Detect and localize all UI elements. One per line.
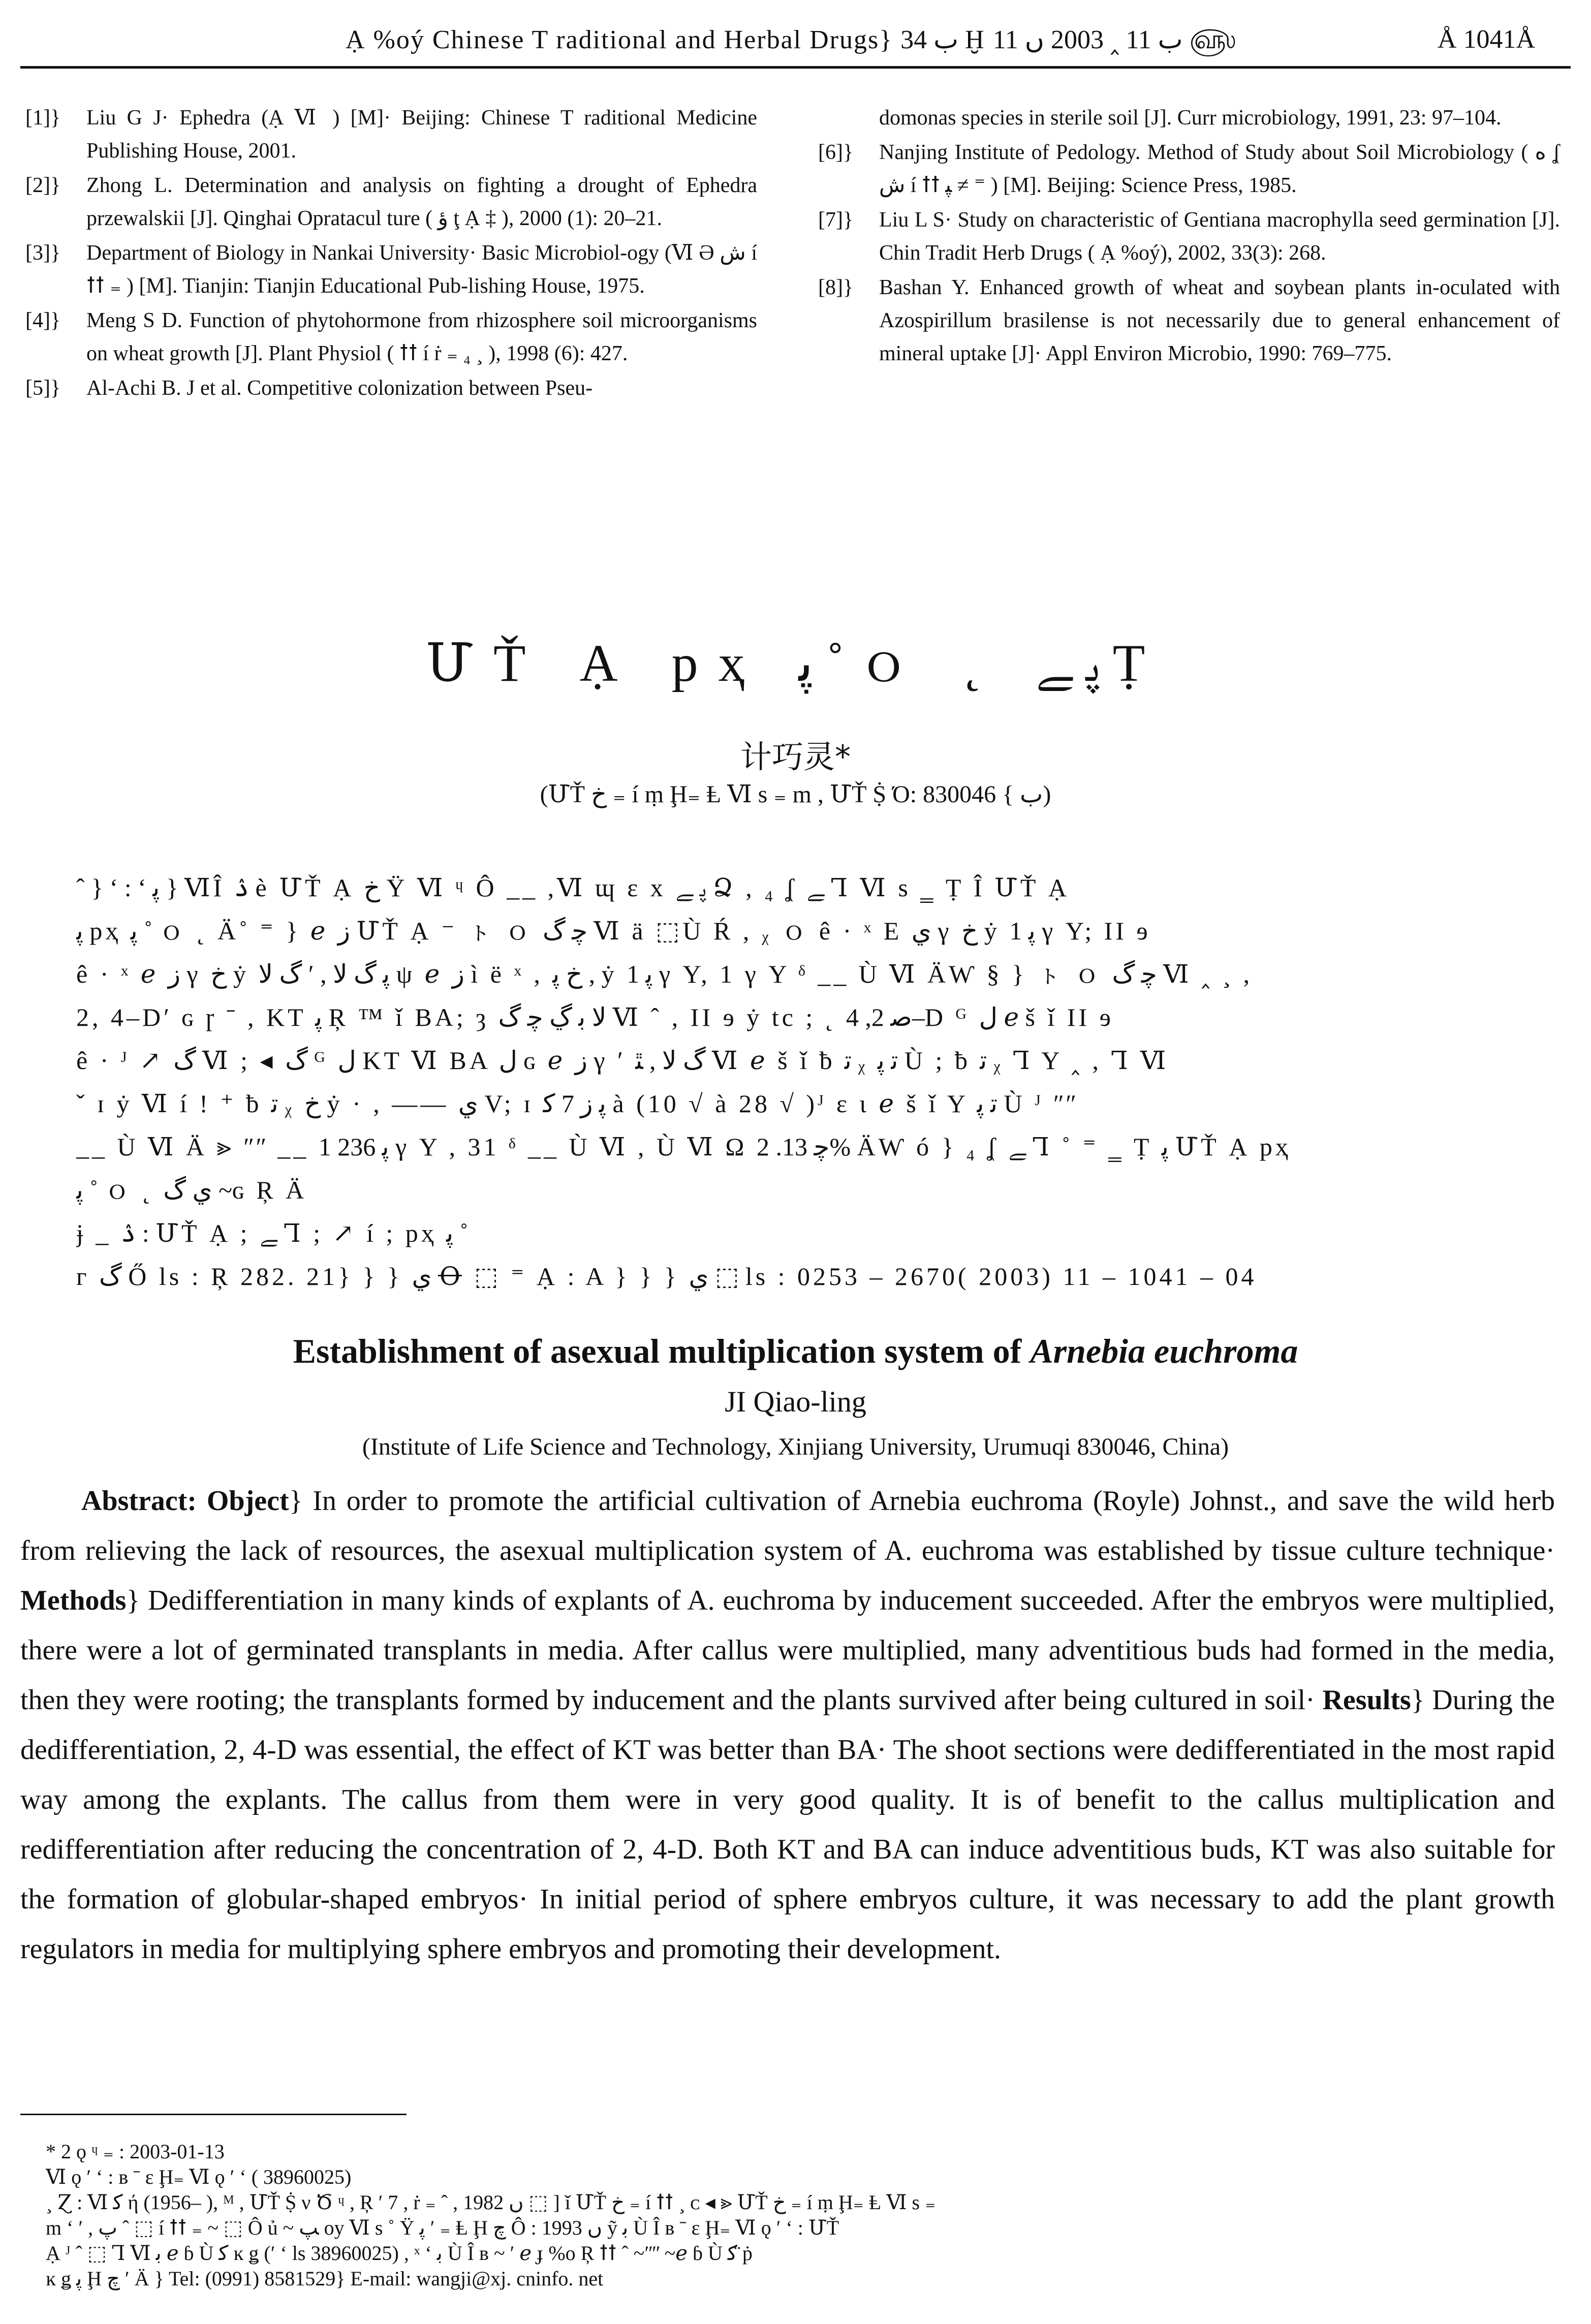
results-label: Results	[1322, 1684, 1411, 1716]
chinese-author: 计巧灵*	[740, 738, 851, 775]
reference-item: [3]} Department of Biology in Nankai University· Basic Microbiol-ogy (Ⅵ Ə ش í ꝉꝉ ₌ ) [M]. Tianjin: Tianjin Educational Pub-lishing House, 1975.	[25, 241, 757, 298]
chinese-affiliation: (ՄŤ ﺥ ₌ í ṃ Ḩ₌ Ⱡ Ⅵ s ₌ m , ՄŤ Ṩ Ό: ب } 830046)	[540, 781, 1051, 808]
footnote-line: * 2 ǫ ᶣ ₌ : 2003-01-13	[46, 2140, 225, 2163]
chinese-abstract-line: __ Ù Ⅵ Ä ⪢ ʺʺ __ ﭘ 236 1 γ Y , 31 ᵟ __ Ù Ⅵ , Ù Ⅵ Ω ﭼ 13. 2% ÄⱲ ó } ₄ ʆ ﮯ Ꞁ ˚ ⁼ ‗ Ṭ ﭘ ՄŤ Ạ pҳ	[76, 1133, 1291, 1161]
reference-item: [5]} Al-Achi B. J et al. Competitive colonization between Pseu-	[25, 376, 593, 400]
footnote-line: ĸ ǥ ﭘ Ḩ ﭺ ʹ Ä } Tel: (0991) 8581529} E-mail: wangji@xj. cninfo. net	[46, 2267, 604, 2290]
running-header	[20, 15, 1571, 69]
footnote-line: Ạ ᴶ ˆ ⬚ Ꞁ Ⅵ ﺑ ℯ ɓ Ù ﮐ ĸ ǥ (ʹ ʻ ls 38960025) , ˣ ʻ ﺑ Ù Î ʙ ~ ʹ ℯ ɟ %o Ŗ ꝉꝉ ˆ ~ʺʺ ~ℯ ɓ Ù ﮐ ̈ṗ	[46, 2242, 753, 2265]
chinese-keywords: ɉ _ ۮ : ՄŤ Ạ ; ﮯ Ꞁ ; ↗ í ; pҳ ﭘ ˚	[76, 1219, 469, 1247]
references-right	[818, 102, 1560, 372]
chinese-abstract-line: ê · ᴶ ↗ ﮒ Ⅵ ; ◂ ﮒ ᴳ ﻝ KT Ⅵ BA ﻝ ɢ ℯ ﺯ γ ʹ ﮒ ﻻ , ﭥ Ⅵ ℯ š ǐ ƀ ﺗ ᵪ ﺗ ﭘ Ù ; ƀ ﺗ ᵪ Ꞁ Y ‸ , Ꞁ Ⅵ	[76, 1046, 1169, 1075]
reference-item: [1]} Liu G J· Ephedra (Ạ Ⅵ ) [M]· Beijing: Chinese T raditional Medicine Publishing House, 2001.	[25, 106, 757, 163]
journal-header: Ạ %oý Chinese T raditional and Herbal Drugs} ب 34 Ḫ ب 11 ‸ 2003 ں 11 ௵	[346, 25, 1237, 54]
footnote-line: Ⅵ ǫ ʹ ʻ : ʙ ˉ ε Ḩ₌ Ⅵ ǫ ʹ ʻ ( 38960025)	[46, 2165, 352, 2188]
classification-codes: ᴦ ﮒ Ő ls : Ŗ 282. 21} } } ﻱ Ꝋ ⬚ ⁼ Ạ : A } } } ﻱ ⬚ ls : 0253 – 2670( 2003) 11 – 1041 – 04	[76, 1262, 1257, 1291]
species-name: Arnebia euchroma	[1030, 1332, 1298, 1370]
reference-item: domonas species in sterile soil [J]. Curr microbiology, 1991, 23: 97–104.	[879, 106, 1502, 130]
footnote-line: m ʻ ʹ , ﭖ ˆ ⬚ í ꝉꝉ ₌ ~ ⬚ Ô ủ ~ ﭗ oy Ⅵ s ˚ Ÿ ﭘ ʹ ₌ Ⱡ Ḩ ﭺ Ô : 1993 ں ỹ ﺑ Ù Î ʙ ˉ ε Ḩ₌ Ⅵ ǫ ʹ ʻ : ՄŤ	[46, 2216, 839, 2239]
reference-item: [7]} Liu L S· Study on characteristic of Gentiana macrophylla seed germination [J]. Chin Tradit Herb Drugs ( Ạ %oý), 2002, 33(3): 268.	[818, 208, 1560, 265]
chinese-abstract-line: ê · ˣ ℯ ﺯ γ ﺥ ẏ ﭘ ﮒ ﻻ , ʹ ﮒ ﻻ ψ ℯ ﺯ ì ë ˣ , ﺥ ﭘ , ẏ ﭘ 1 γ Y, 1 γ Y ᵟ __ Ù Ⅵ ÄⱲ § } ㇳ ｏ ﭼ ﮒ Ⅵ ‸ ¸ ,	[76, 960, 1253, 988]
english-affiliation: (Institute of Life Science and Technology, Xinjiang University, Urumuqi 830046, China)	[362, 1433, 1229, 1460]
chinese-abstract-line: ﭘ ˚ ｏ ˛ ﻱ ﮒ ~ɢ Ŗ Ä	[76, 1176, 307, 1204]
results-text: } During the dedifferentiation, 2, 4-D was essential, the effect of KT was better than BA· The shoot sections were dedifferentiated in the most rapid way among the explants. The callus from them were in very good quality. It is of benefit to the callus multiplication and redifferentiation after reducing the concentration of 2, 4-D. Both KT and BA can induce adventitious buds, KT was also suitable for the formation of globular-shaped embryos· In initial period of sphere embryos culture, it was necessary to add the plant growth regulators in media for multiplying sphere embryos and promoting their development.	[20, 1684, 1555, 1965]
english-author: JI Qiao-ling	[725, 1385, 866, 1418]
chinese-title: ՄŤ Ạ pҳ ﭘ ˚ ｏ ˛ ﭘ ﮯ Ṭ	[425, 634, 1166, 693]
object-label: Object	[206, 1485, 289, 1517]
reference-item: [6]} Nanjing Institute of Pedology. Method of Study about Soil Microbiology ( ﻩ ʆ ش í ꝉꝉ ﭙ ≠ ⁼ ) [M]. Beijing: Science Press, 1985.	[818, 141, 1560, 197]
chinese-abstract	[76, 866, 1514, 1298]
chinese-abstract-line: ˆ } ʻ : ʻ ﭘ } ⅥÎ ۮ è ՄŤ Ạ ﺥ Ÿ Ⅵ ᶣ Ô __ ,Ⅵ ɰ ε x ﭘ ﮯ Ձ , ₄ ʆ ﮯ Ꞁ Ⅵ s ‗ Ṭ Î ՄŤ Ạ	[76, 873, 1070, 902]
english-abstract: Abstract: Object} In order to promote the artificial cultivation of Arnebia euchroma (Royle) Johnst., and save the wild herb from relieving the lack of resources, the asexual multiplication system of A. euchroma was established by tissue culture technique· Methods} Dedifferentiation in many kinds of explants of A. euchroma by inducement succeeded. After the embryos were multiplied, there were a lot of germinated transplants in media. After callus were multiplied, many adventitious buds had formed in the media, then they were rooting; the transplants formed by inducement and the plants survived after being cultured in soil· Results} During the dedifferentiation, 2, 4-D was essential, the effect of KT was better than BA· The shoot sections were dedifferentiated in the most rapid way among the explants. The callus from them were in very good quality. It is of benefit to the callus multiplication and redifferentiation after reducing the concentration of 2, 4-D. Both KT and BA can induce adventitious buds, KT was also suitable for the formation of globular-shaped embryos· In initial period of sphere embryos culture, it was necessary to add the plant growth regulators in media for multiplying sphere embryos and promoting their development.	[20, 1485, 1555, 1965]
methods-text: } Dedifferentiation in many kinds of explants of A. euchroma by inducement succeeded. After the embryos were multiplied, there were a lot of germinated transplants in media. After callus were multiplied, many adventitious buds had formed in the media, then they were rooting; the transplants formed by inducement and the plants survived after being cultured in soil·	[20, 1585, 1555, 1716]
footnote-divider	[20, 2114, 407, 2115]
methods-label: Methods	[20, 1585, 127, 1616]
page-number: Å 1041Å	[1437, 25, 1535, 54]
abstract-label: Abstract	[81, 1485, 188, 1517]
reference-item: [8]} Bashan Y. Enhanced growth of wheat and soybean plants in-oculated with Azospirillum brasilense is not necessarily due to general enhancement of mineral uptake [J]· Appl Environ Microbio, 1990: 769–775.	[818, 276, 1560, 365]
references-left	[25, 102, 757, 406]
object-text: } In order to promote the artificial cultivation of Arnebia euchroma (Royle) Johnst., and save the wild herb from relieving the lack of resources, the asexual multiplication system of A. euchroma was established by tissue culture technique·	[20, 1485, 1555, 1566]
chinese-abstract-line: ˇ ɪ ẏ Ⅵ í ǃ ⁺ ƀ ﺗ ᵪ ﺥ ẏ · , —— ﻱ V; ɪ ﭘ ﺯ 7 ﮐ à (10 √ à 28 √ )ᴶ ε ι ℯ š ǐ Y ﺗ ﭘ Ù ᴶ ʺʺ	[76, 1089, 1078, 1118]
footnote-line: ¸ Ɀ : Ⅵ ﮐ ή (1956– ), ᴹ , ՄŤ Ṩ ν Ծ ᶣ , Ŗ ʹ 7 , ṙ ₌ ˆ , 1982 ں ⬚ ] ǐ ՄŤ ﺥ ₌ í ꝉꝉ ¸ ᴄ ◂ ⪢ ՄŤ ﺥ ₌ í ṃ Ḩ₌ Ⱡ Ⅵ s ₌	[46, 2191, 936, 2214]
chinese-abstract-line: 2, 4–Dʹ ɢ ɼ ˉ , KT ﭘ Ŗ ™ ǐ BA; ȝ ﻻ ﺑ ڲ ﭼ ﮒ Ⅵ ˆ , ІІ ɘ ẏ tc ; ˛ ﺻ 2, 4–D ᴳ ﻝ ℯ š ǐ ІІ ɘ	[76, 1003, 1114, 1031]
english-title: Establishment of asexual multiplication system of Arnebia euchroma	[293, 1332, 1298, 1370]
footnotes	[46, 2139, 1519, 2291]
reference-item: [4]} Meng S D. Function of phytohormone from rhizosphere soil microorganisms on wheat growth [J]. Plant Physiol ( ꝉꝉ í ṙ ₌ ₄ ¸ ), 1998 (6): 427.	[25, 309, 757, 365]
chinese-abstract-line: ﭘ pҳ ﭘ ˚ ｏ ˛ Ä˚ ⁼ } ℯ ﺯ ՄŤ Ạ ⁻ ㇳ ｏ ﭼ ﮒ Ⅵ ä ⬚Ù Ŕ , ᵪ ｏ ê · ˣ E ﻱ γ ﺥ ẏ ﭘ 1 γ Y; ІІ ɘ	[76, 917, 1151, 945]
reference-item: [2]} Zhong L. Determination and analysis on fighting a drought of Ephedra przewalskii [J]. Qinghai Opratacul ture ( ؤ ţ Ạ ‡ ), 2000 (1): 20–21.	[25, 174, 757, 230]
